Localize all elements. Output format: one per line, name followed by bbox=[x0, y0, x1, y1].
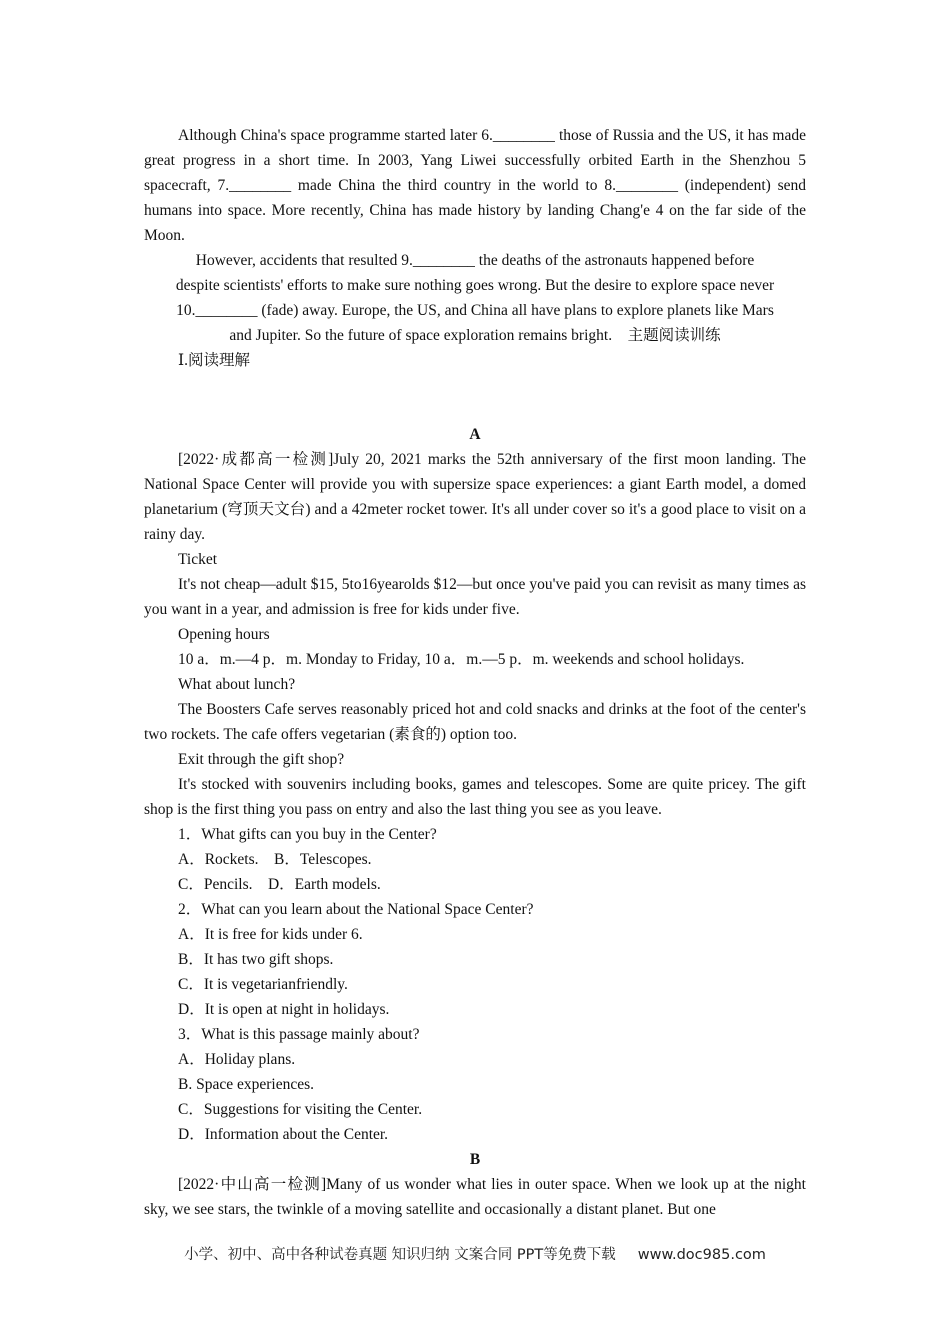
question-3-option: A．Holiday plans. bbox=[178, 1051, 296, 1068]
question-2-option: D．It is open at night in holidays. bbox=[178, 1001, 390, 1018]
question-2-option: C．It is vegetarianfriendly. bbox=[178, 976, 348, 993]
paragraph-accidents-line-4: and Jupiter. So the future of space exploration remains bright. 主题阅读训练 bbox=[229, 327, 721, 344]
question-3: 3．What is this passage mainly about? bbox=[178, 1026, 420, 1043]
paragraph-accidents-line-1: However, accidents that resulted 9.________ the deaths of the astronauts happened before bbox=[195, 252, 755, 269]
passage-a-label: A bbox=[469, 426, 481, 443]
paragraph-lunch: The Boosters Cafe serves reasonably priced hot and cold snacks and drinks at the foot of the center's two rockets. The cafe offers vegetarian (素食的) option too. bbox=[144, 701, 806, 743]
paragraph-opening-hours: 10 a．m.—4 p．m. Monday to Friday, 10 a．m.—5 p．m. weekends and school holidays. bbox=[178, 651, 745, 668]
heading-opening-hours: Opening hours bbox=[178, 626, 270, 643]
paragraph-china-space: Although China's space programme started later 6.________ those of Russia and the US, it has made great progress in a short time. In 2003, Yang Liwei successfully orbited Earth in the Shenzhou 5 spacecraft, 7.________ made China the third country in the world to 8.________ (independent) send humans into space. More recently, China has made history by landing Chang'e 4 on the far side of the Moon. bbox=[144, 127, 806, 244]
question-3-option: C．Suggestions for visiting the Center. bbox=[178, 1101, 423, 1118]
footer-text: 小学、初中、高中各种试卷真题 知识归纳 文案合同 PPT等免费下载 bbox=[184, 1247, 616, 1263]
question-1: 1．What gifts can you buy in the Center? bbox=[178, 826, 437, 843]
spacer bbox=[144, 373, 806, 422]
heading-gift-shop: Exit through the gift shop? bbox=[178, 751, 345, 768]
question-3-option: D．Information about the Center. bbox=[178, 1126, 389, 1143]
footer-site-link[interactable]: www.doc985.com bbox=[637, 1247, 766, 1263]
question-2-option: B．It has two gift shops. bbox=[178, 951, 334, 968]
passage-b-label: B bbox=[469, 1151, 481, 1168]
question-3-option: B. Space experiences. bbox=[178, 1076, 314, 1093]
paragraph-ticket: It's not cheap—adult $15, 5to16yearolds $12—but once you've paid you can revisit as many times as you want in a year, and admission is free for kids under five. bbox=[144, 576, 806, 618]
section-label-reading: Ⅰ.阅读理解 bbox=[178, 352, 250, 369]
passage-b-intro: [2022·中山高一检测]Many of us wonder what lies in outer space. When we look up at the night sky, we see stars, the twinkle of a moving satellite and occasionally a distant planet. But one bbox=[144, 1176, 806, 1218]
question-1-option-row: C．Pencils. D．Earth models. bbox=[178, 876, 381, 893]
page-footer bbox=[0, 1243, 950, 1264]
passage-a-intro: [2022·成都高一检测]July 20, 2021 marks the 52th anniversary of the first moon landing. The National Space Center will provide you with supersize space experiences: a giant Earth model, a domed planetarium (穹顶天文台) and a 42meter rocket tower. It's all under cover so it's a good place to visit on a rainy day. bbox=[144, 451, 806, 543]
paragraph-accidents-line-3: 10.________ (fade) away. Europe, the US, and China all have plans to explore planets like Mars bbox=[176, 302, 774, 319]
paragraph-gift-shop: It's stocked with souvenirs including books, games and telescopes. Some are quite pricey. The gift shop is the first thing you pass on entry and also the last thing you see as you leave. bbox=[144, 776, 806, 818]
document-body bbox=[144, 123, 806, 1222]
heading-ticket: Ticket bbox=[178, 551, 218, 568]
question-1-option-row: A．Rockets. B．Telescopes. bbox=[178, 851, 372, 868]
question-2: 2．What can you learn about the National Space Center? bbox=[178, 901, 534, 918]
heading-lunch: What about lunch? bbox=[178, 676, 296, 693]
paragraph-accidents-line-2: despite scientists' efforts to make sure nothing goes wrong. But the desire to explore space never bbox=[175, 277, 775, 294]
question-2-option: A．It is free for kids under 6. bbox=[178, 926, 363, 943]
